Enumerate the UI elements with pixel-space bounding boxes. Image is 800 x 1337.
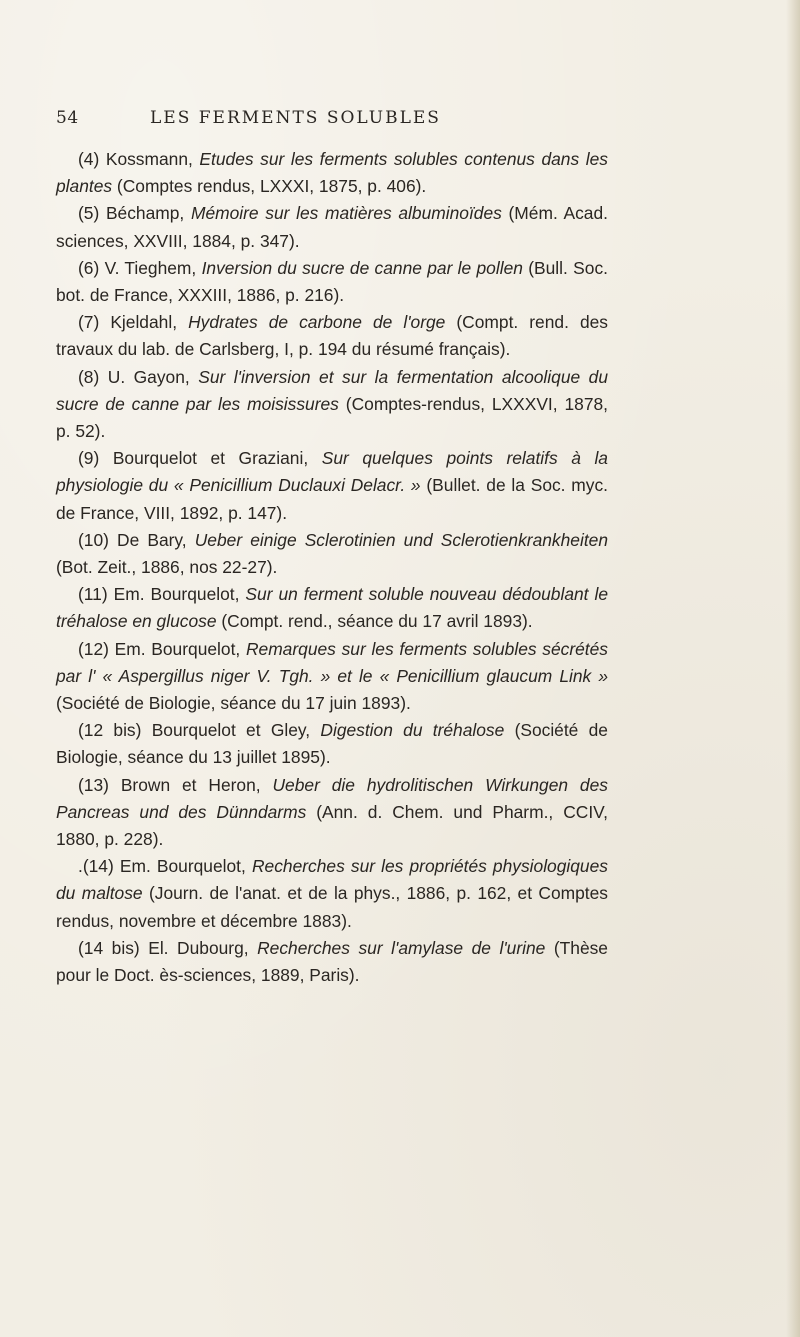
reference-authors: U. Gayon,: [107, 366, 190, 387]
reference-details: (Thèse pour le Doct. ès-sciences, 1889, Paris).: [56, 937, 608, 986]
reference-authors: El. Dubourg,: [148, 937, 249, 958]
reference-authors: Em. Bourquelot,: [119, 856, 246, 877]
reference-authors: Em. Bourquelot,: [114, 638, 241, 659]
reference-details: (Société de Biologie, séance du 13 juillet 1895).: [56, 720, 608, 768]
reference-details: (Bull. Soc. bot. de France, XXXIII, 1886, p. 216).: [56, 257, 608, 306]
reference-title: Mémoire sur les matières albuminoïdes: [190, 203, 502, 224]
reference-12-bis: [56, 717, 608, 771]
reference-title: Sur un ferment soluble nouveau dédoublant le tréhalose en glucose: [56, 584, 608, 632]
reference-9: [56, 445, 608, 527]
reference-details: (Compt. rend. des travaux du lab. de Carlsberg, I, p. 194 du résumé français).: [56, 312, 608, 360]
reference-details: (Ann. d. Chem. und Pharm., CCIV, 1880, p. 228).: [56, 801, 608, 850]
reference-number: (12 bis): [78, 720, 142, 741]
reference-12: [56, 636, 608, 718]
reference-details: (Mém. Acad. sciences, XXVIII, 1884, p. 347).: [56, 203, 608, 251]
reference-authors: Kossmann,: [105, 149, 193, 169]
reference-authors: Brown et Heron,: [120, 774, 261, 795]
reference-14-bis: [56, 935, 608, 989]
reference-authors: Bourquelot et Gley,: [151, 720, 311, 741]
reference-8: [56, 364, 608, 446]
reference-11: [56, 581, 608, 635]
reference-title: Ueber die hydrolitischen Wirkungen des Pancreas und des Dünndarms: [56, 774, 608, 822]
reference-authors: Béchamp,: [105, 203, 185, 224]
reference-details: (Journ. de l'anat. et de la phys., 1886, p. 162, et Comptes rendus, novembre et décembre 1883).: [56, 883, 608, 931]
reference-details: (Société de Biologie, séance du 17 juin 1893).: [56, 693, 411, 714]
reference-number: (11): [78, 584, 108, 605]
reference-6: [56, 255, 608, 309]
reference-details: (Bot. Zeit., 1886, nos 22-27).: [56, 557, 278, 578]
reference-authors: Em. Bourquelot,: [113, 584, 240, 605]
reference-list: [56, 146, 608, 989]
reference-title: Remarques sur les ferments solubles sécrétés par l' « Aspergillus niger V. Tgh. » et le « Penicillium glaucum Link »: [56, 638, 608, 686]
reference-title: Inversion du sucre de canne par le pollen: [201, 257, 523, 278]
reference-details: (Bullet. de la Soc. myc. de France, VIII, 1892, p. 147).: [56, 475, 609, 523]
reference-title: Digestion du tréhalose: [320, 720, 505, 741]
reference-title: Hydrates de carbone de l'orge: [188, 312, 446, 333]
reference-number: (6): [78, 257, 100, 278]
reference-title: Sur quelques points relatifs à la physiologie du « Penicillium Duclauxi Delacr. »: [56, 448, 608, 496]
reference-number: .(14): [78, 856, 114, 877]
reference-details: (Comptes rendus, LXXXI, 1875, p. 406).: [116, 176, 427, 197]
reference-number: (10): [78, 529, 109, 550]
reference-authors: Bourquelot et Graziani,: [112, 448, 309, 469]
reference-number: (9): [78, 448, 100, 469]
reference-title: Etudes sur les ferments solubles contenus dans les plantes: [56, 149, 608, 197]
reference-number: (12): [78, 638, 109, 659]
reference-details: (Comptes-rendus, LXXXVI, 1878, p. 52).: [56, 393, 609, 442]
running-title: LES FERMENTS SOLUBLES: [150, 108, 441, 128]
reference-number: (5): [78, 203, 100, 224]
reference-number: (7): [78, 312, 100, 333]
page-number: 54: [56, 108, 79, 128]
reference-title: Recherches sur les propriétés physiologiques du maltose: [56, 856, 608, 904]
reference-10: [56, 527, 608, 581]
reference-number: (14 bis): [78, 937, 140, 958]
reference-5: [56, 200, 608, 254]
reference-7: [56, 309, 608, 363]
reference-number: (8): [78, 366, 100, 387]
reference-authors: Kjeldahl,: [110, 312, 178, 333]
reference-title: Sur l'inversion et sur la fermentation alcoolique du sucre de canne par les moisissures: [56, 366, 608, 414]
reference-number: (4): [78, 149, 100, 169]
reference-title: Ueber einige Sclerotinien und Sclerotienkrankheiten: [194, 529, 608, 550]
reference-details: (Compt. rend., séance du 17 avril 1893).: [221, 611, 533, 632]
reference-authors: V. Tieghem,: [104, 257, 197, 278]
running-head: [56, 108, 616, 132]
reference-4: [56, 146, 608, 200]
reference-13: [56, 772, 608, 854]
reference-number: (13): [78, 774, 109, 795]
reference-authors: De Bary,: [117, 529, 187, 550]
reference-14: [56, 853, 608, 935]
reference-title: Recherches sur l'amylase de l'urine: [257, 937, 546, 958]
